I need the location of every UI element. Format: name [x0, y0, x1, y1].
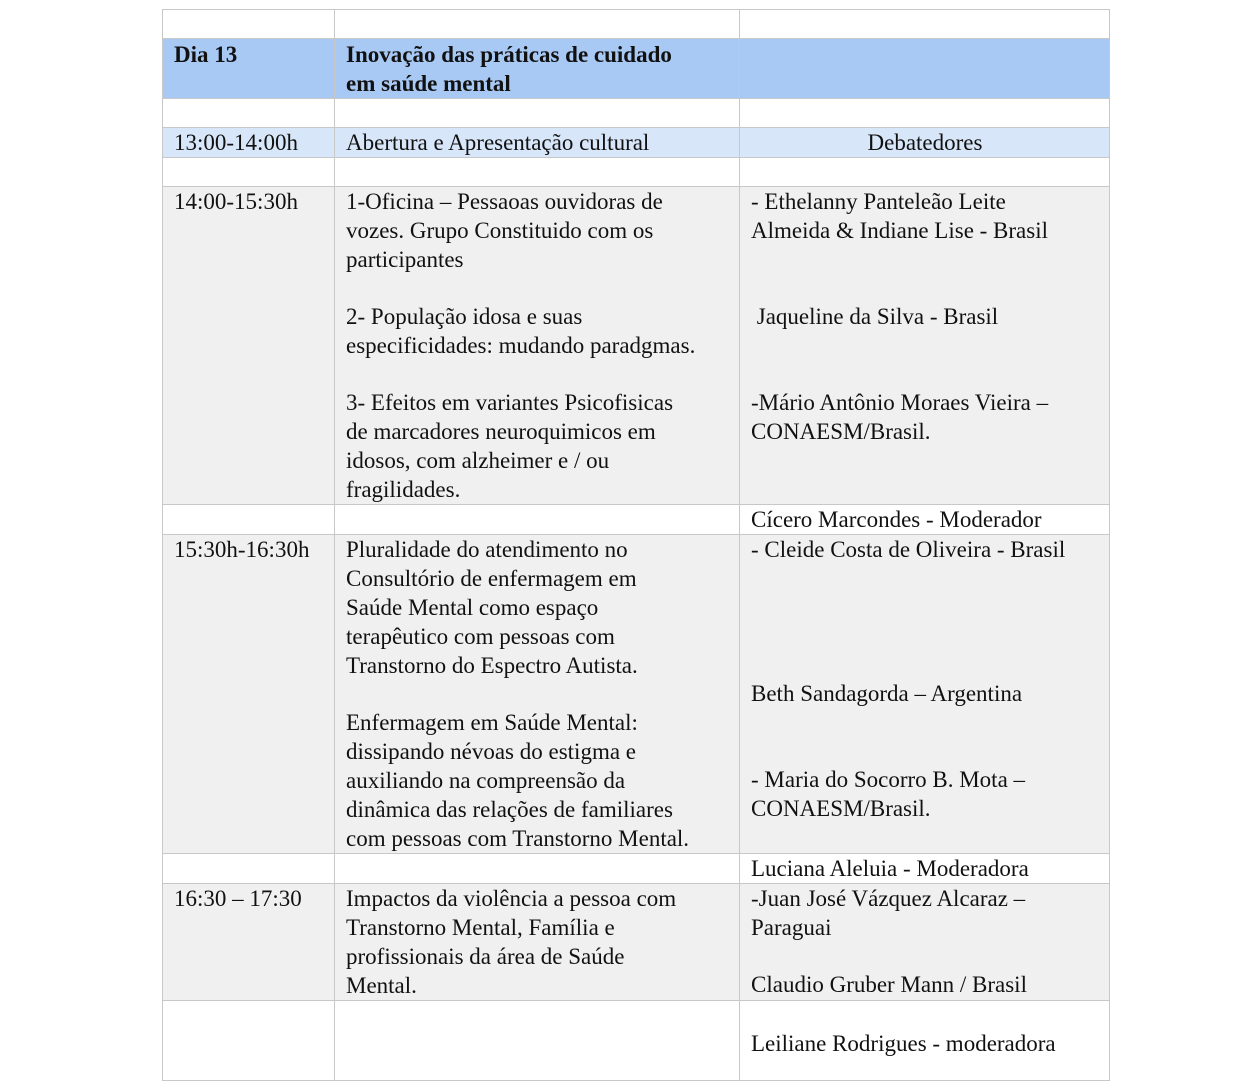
- opening-time: 13:00-14:00h: [163, 128, 335, 158]
- moderator-row-3: [163, 1001, 1110, 1081]
- moderator-row-2: [163, 854, 1110, 884]
- session-speakers: -Juan José Vázquez Alcaraz – Paraguai Claudio Gruber Mann / Brasil: [740, 884, 1110, 1001]
- moderator-row-1: [163, 505, 1110, 535]
- session-time: 16:30 – 17:30: [163, 884, 335, 1001]
- spacer-row: [163, 158, 1110, 187]
- session-speakers: - Cleide Costa de Oliveira - Brasil Beth Sandagorda – Argentina - Maria do Socorro B. Mota – CONAESM/Brasil.: [740, 535, 1110, 854]
- session-time: 15:30h-16:30h: [163, 535, 335, 854]
- moderator: Luciana Aleluia - Moderadora: [740, 854, 1110, 884]
- session-row-1: [163, 187, 1110, 505]
- session-topics: Impactos da violência a pessoa com Transtorno Mental, Família e profissionais da área de Saúde Mental.: [335, 884, 740, 1001]
- spacer-row: [163, 10, 1110, 39]
- session-time: 14:00-15:30h: [163, 187, 335, 505]
- session-row-2: [163, 535, 1110, 854]
- moderator: Cícero Marcondes - Moderador: [740, 505, 1110, 535]
- session-topics: Pluralidade do atendimento no Consultório de enfermagem em Saúde Mental como espaço terapêutico com pessoas com Transtorno do Espectro Autista. Enfermagem em Saúde Mental: dissipando névoas do estigma e auxiliando na compreensão da dinâmica das relações de familiares com pessoas com Transtorno Mental.: [335, 535, 740, 854]
- schedule-table: [162, 9, 1110, 1081]
- day-header-row: [163, 39, 1110, 99]
- debaters-heading: Debatedores: [740, 128, 1110, 158]
- session-row-3: [163, 884, 1110, 1001]
- day-theme: Inovação das práticas de cuidado em saúde mental: [335, 39, 740, 99]
- opening-title: Abertura e Apresentação cultural: [335, 128, 740, 158]
- day-label: Dia 13: [163, 39, 335, 99]
- session-speakers: - Ethelanny Panteleão Leite Almeida & Indiane Lise - Brasil Jaqueline da Silva - Brasil -Mário Antônio Moraes Vieira – CONAESM/Brasil.: [740, 187, 1110, 505]
- moderator: Leiliane Rodrigues - moderadora: [740, 1001, 1110, 1081]
- spacer-row: [163, 99, 1110, 128]
- session-topics: 1-Oficina – Pessaoas ouvidoras de vozes. Grupo Constituido com os participantes 2- População idosa e suas especificidades: mudando paradgmas. 3- Efeitos em variantes Psicofisicas de marcadores neuroquimicos em idosos, com alzheimer e / ou fragilidades.: [335, 187, 740, 505]
- opening-row: [163, 128, 1110, 158]
